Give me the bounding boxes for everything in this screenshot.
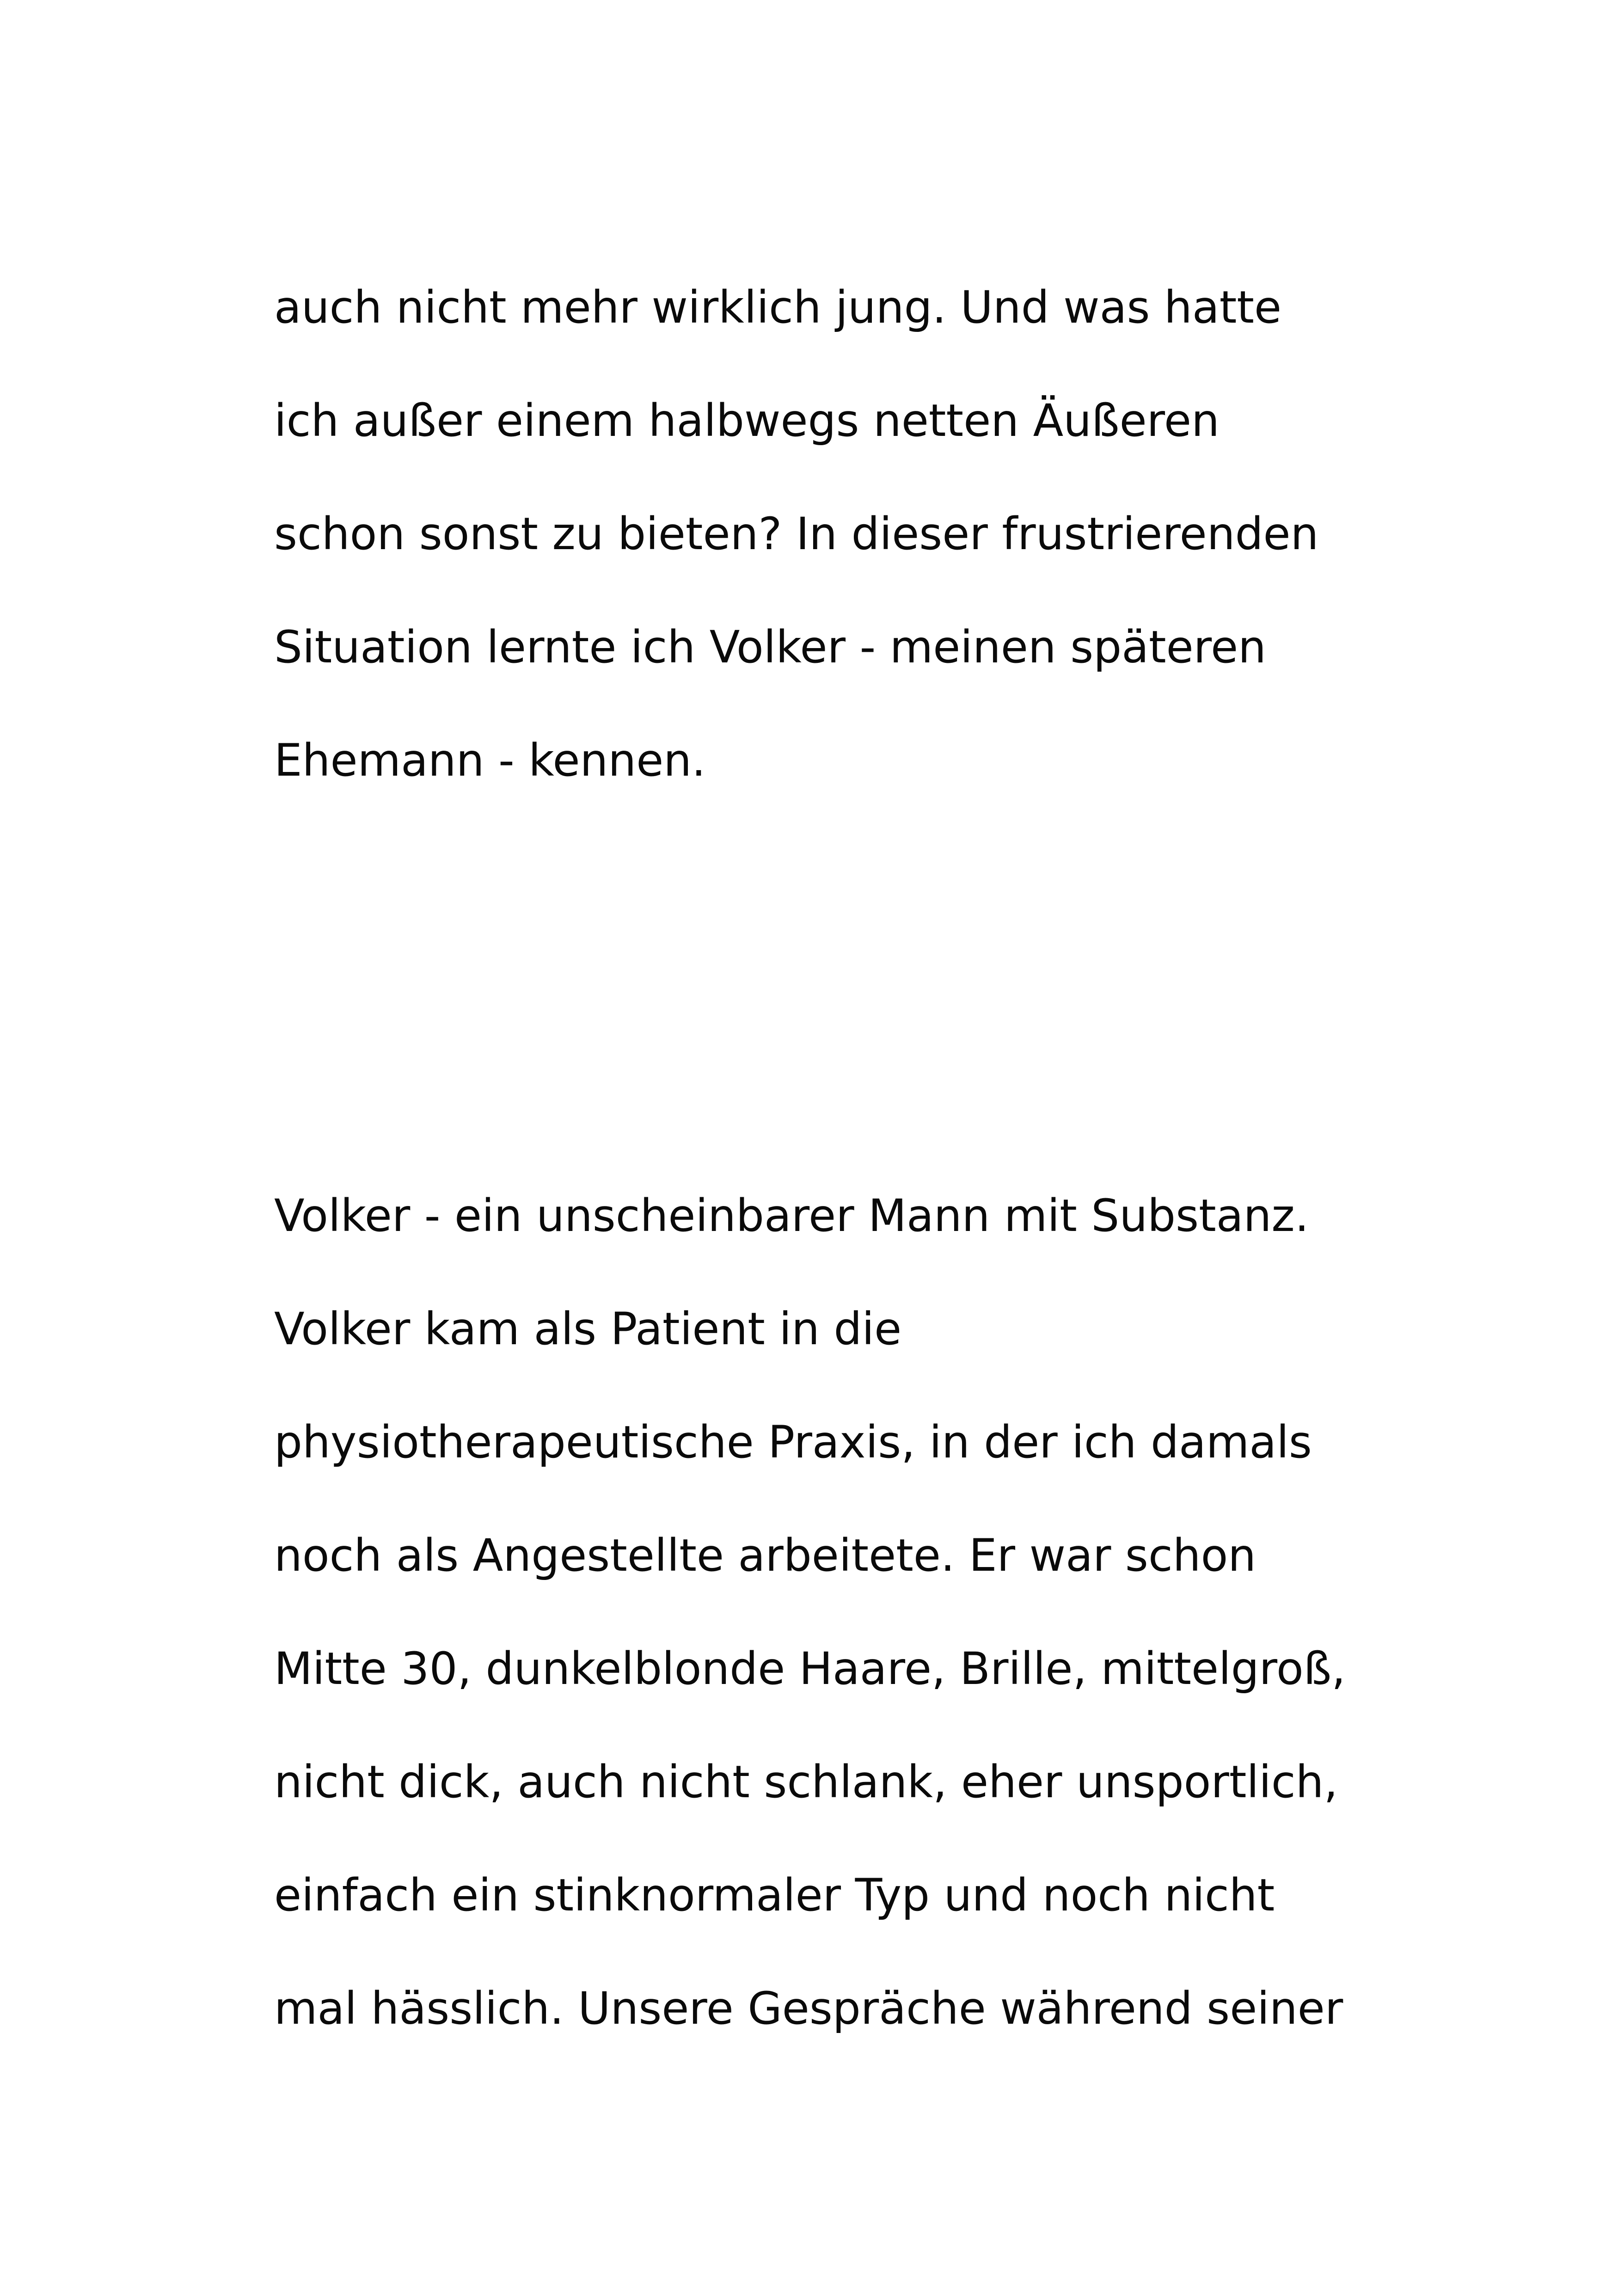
text-line: schon sonst zu bieten? In dieser frustrierenden [274, 508, 1319, 560]
text-line: noch als Angestellte arbeitete. Er war schon [274, 1530, 1256, 1581]
text-line: Mitte 30, dunkelblonde Haare, Brille, mittelgroß, [274, 1643, 1346, 1695]
text-line: Ehemann - kennen. [274, 735, 706, 786]
text-line: Volker - ein unscheinbarer Mann mit Substanz. [274, 1190, 1309, 1242]
text-line: ich außer einem halbwegs netten Äußeren [274, 395, 1220, 447]
text-line: mal hässlich. Unsere Gespräche während seiner [274, 1983, 1343, 2034]
text-line: Volker kam als Patient in die [274, 1303, 902, 1355]
text-line: Situation lernte ich Volker - meinen späteren [274, 621, 1266, 673]
text-line: nicht dick, auch nicht schlank, eher unsportlich, [274, 1756, 1338, 1808]
text-line: einfach ein stinknormaler Typ und noch nicht [274, 1869, 1275, 1921]
text-line: physiotherapeutische Praxis, in der ich damals [274, 1416, 1312, 1468]
text-line: auch nicht mehr wirklich jung. Und was hatte [274, 282, 1282, 333]
